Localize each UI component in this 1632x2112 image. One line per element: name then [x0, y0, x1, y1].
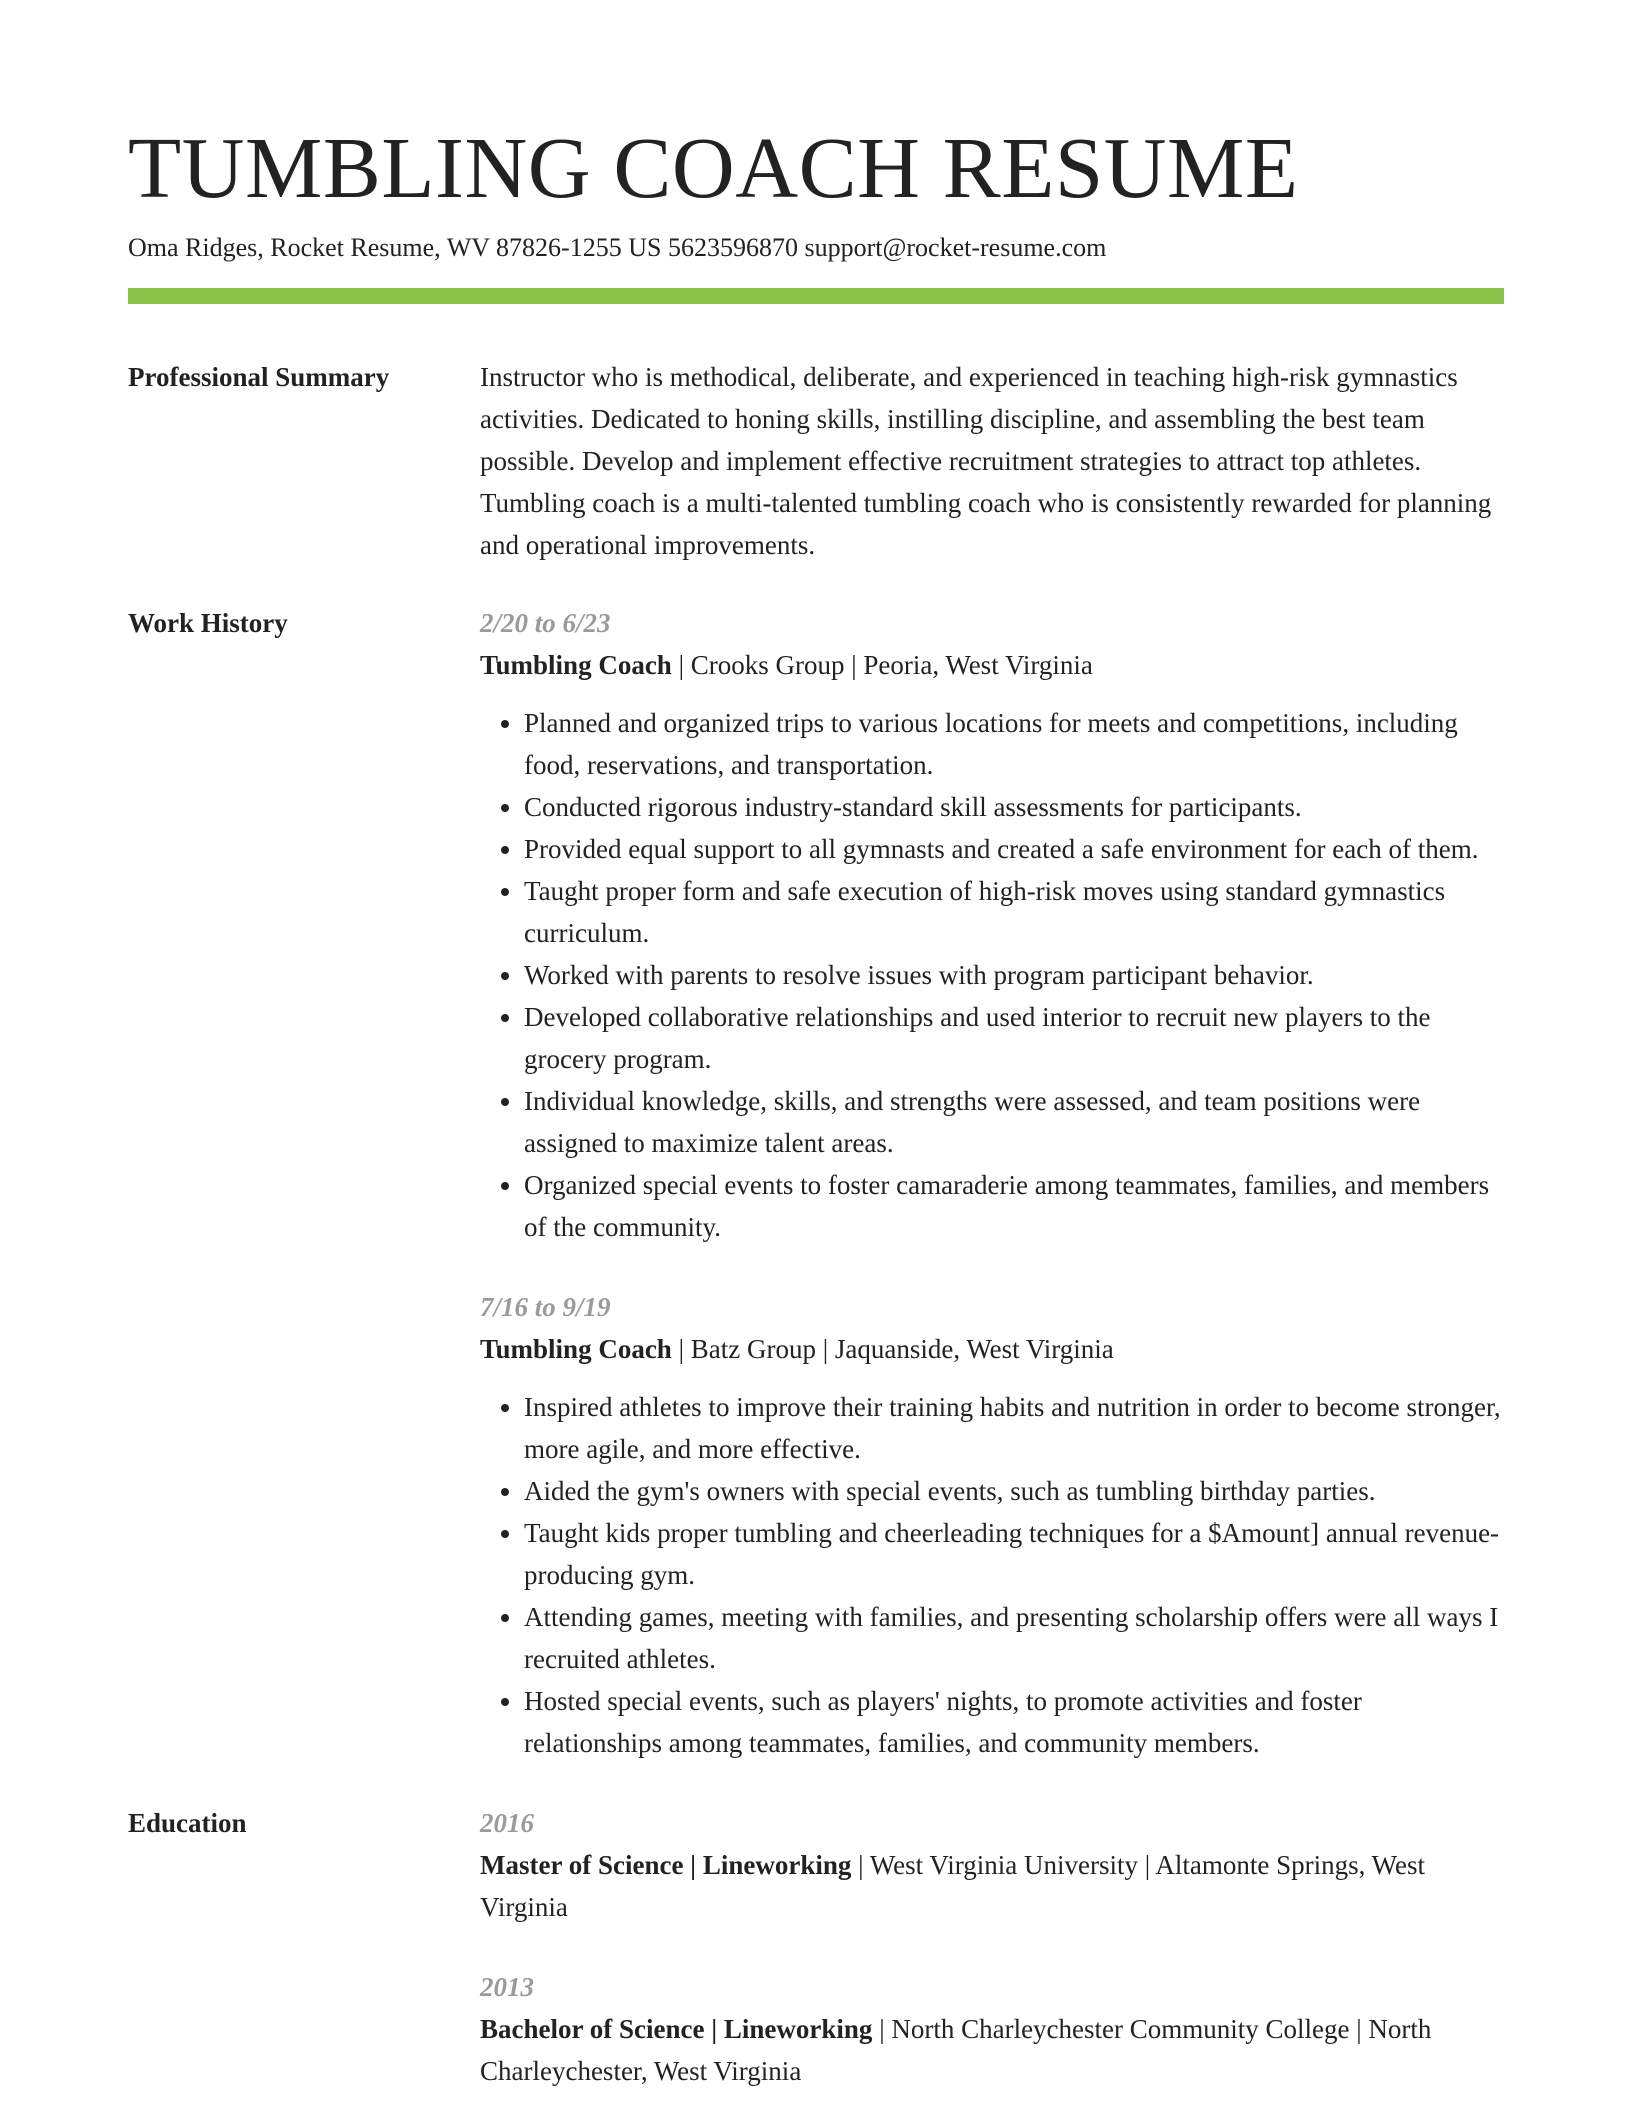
resume-title: TUMBLING COACH RESUME	[128, 119, 1299, 216]
job-title: Tumbling Coach	[480, 1334, 672, 1364]
degree-details: | West Virginia University | Altamonte Springs, West Virginia	[480, 1850, 1425, 1922]
summary-text: Instructor who is methodical, deliberate, and experienced in teaching high-risk gymnastics activities. Dedicated to honing skills, instilling discipline, and assembling the best team possible. Develop and implement effective recruitment strategies to attract top athletes. Tumbling coach is a multi-talented tumbling coach who is consistently rewarded for planning and operational improvements.	[480, 362, 1492, 560]
work-history-section	[128, 602, 1504, 1764]
degree-name: Master of Science | Lineworking	[480, 1850, 852, 1880]
education-heading: Education	[128, 1808, 247, 1838]
job-title: Tumbling Coach	[480, 650, 672, 680]
job-bullet: • Taught kids proper tumbling and cheerleading techniques for a $Amount] annual revenue-producing gym.	[524, 1512, 1504, 1596]
education-section	[128, 1802, 1504, 2092]
summary-heading: Professional Summary	[128, 362, 390, 392]
job-bullet: • Worked with parents to resolve issues with program participant behavior.	[524, 954, 1504, 996]
job-bullet: • Taught proper form and safe execution of high-risk moves using standard gymnastics curriculum.	[524, 870, 1504, 954]
job-entry	[480, 602, 1504, 1248]
job-bullet: • Developed collaborative relationships and used interior to recruit new players to the grocery program.	[524, 996, 1504, 1080]
degree-entry	[480, 1802, 1504, 1928]
job-details: | Crooks Group | Peoria, West Virginia	[671, 650, 1093, 680]
job-bullet: • Planned and organized trips to various locations for meets and competitions, including food, reservations, and transportation.	[524, 702, 1504, 786]
job-bullet: • Conducted rigorous industry-standard skill assessments for participants.	[524, 786, 1504, 828]
contact-line: Oma Ridges, Rocket Resume, WV 87826-1255 US 5623596870 support@rocket-resume.com	[128, 233, 1107, 262]
work-history-heading: Work History	[128, 608, 288, 638]
job-bullet: • Organized special events to foster camaraderie among teammates, families, and members of the community.	[524, 1164, 1504, 1248]
job-bullet: • Hosted special events, such as players' nights, to promote activities and foster relationships among teammates, families, and community members.	[524, 1680, 1504, 1764]
job-bullet: • Aided the gym's owners with special events, such as tumbling birthday parties.	[524, 1470, 1504, 1512]
job-role	[480, 644, 1504, 686]
job-bullets	[480, 1386, 1504, 1764]
job-bullet: • Individual knowledge, skills, and strengths were assessed, and team positions were assigned to maximize talent areas.	[524, 1080, 1504, 1164]
job-bullet: • Attending games, meeting with families, and presenting scholarship offers were all ways I recruited athletes.	[524, 1596, 1504, 1680]
degree-line	[480, 2008, 1504, 2092]
summary-section	[128, 356, 1504, 566]
job-bullets	[480, 702, 1504, 1248]
degree-name: Bachelor of Science | Lineworking	[480, 2014, 873, 2044]
degree-year: 2013	[480, 1972, 534, 2002]
degree-details: | North Charleychester Community College | North Charleychester, West Virginia	[480, 2014, 1432, 2086]
header-divider	[128, 288, 1504, 304]
job-dates: 7/16 to 9/19	[480, 1292, 611, 1322]
job-role	[480, 1328, 1504, 1370]
resume-page	[128, 118, 1504, 2092]
job-entry	[480, 1286, 1504, 1764]
job-dates: 2/20 to 6/23	[480, 608, 611, 638]
degree-line	[480, 1844, 1504, 1928]
degree-year: 2016	[480, 1808, 534, 1838]
job-bullet: • Inspired athletes to improve their training habits and nutrition in order to become stronger, more agile, and more effective.	[524, 1386, 1504, 1470]
degree-entry	[480, 1966, 1504, 2092]
job-details: | Batz Group | Jaquanside, West Virginia	[671, 1334, 1114, 1364]
job-bullet: • Provided equal support to all gymnasts and created a safe environment for each of them.	[524, 828, 1504, 870]
